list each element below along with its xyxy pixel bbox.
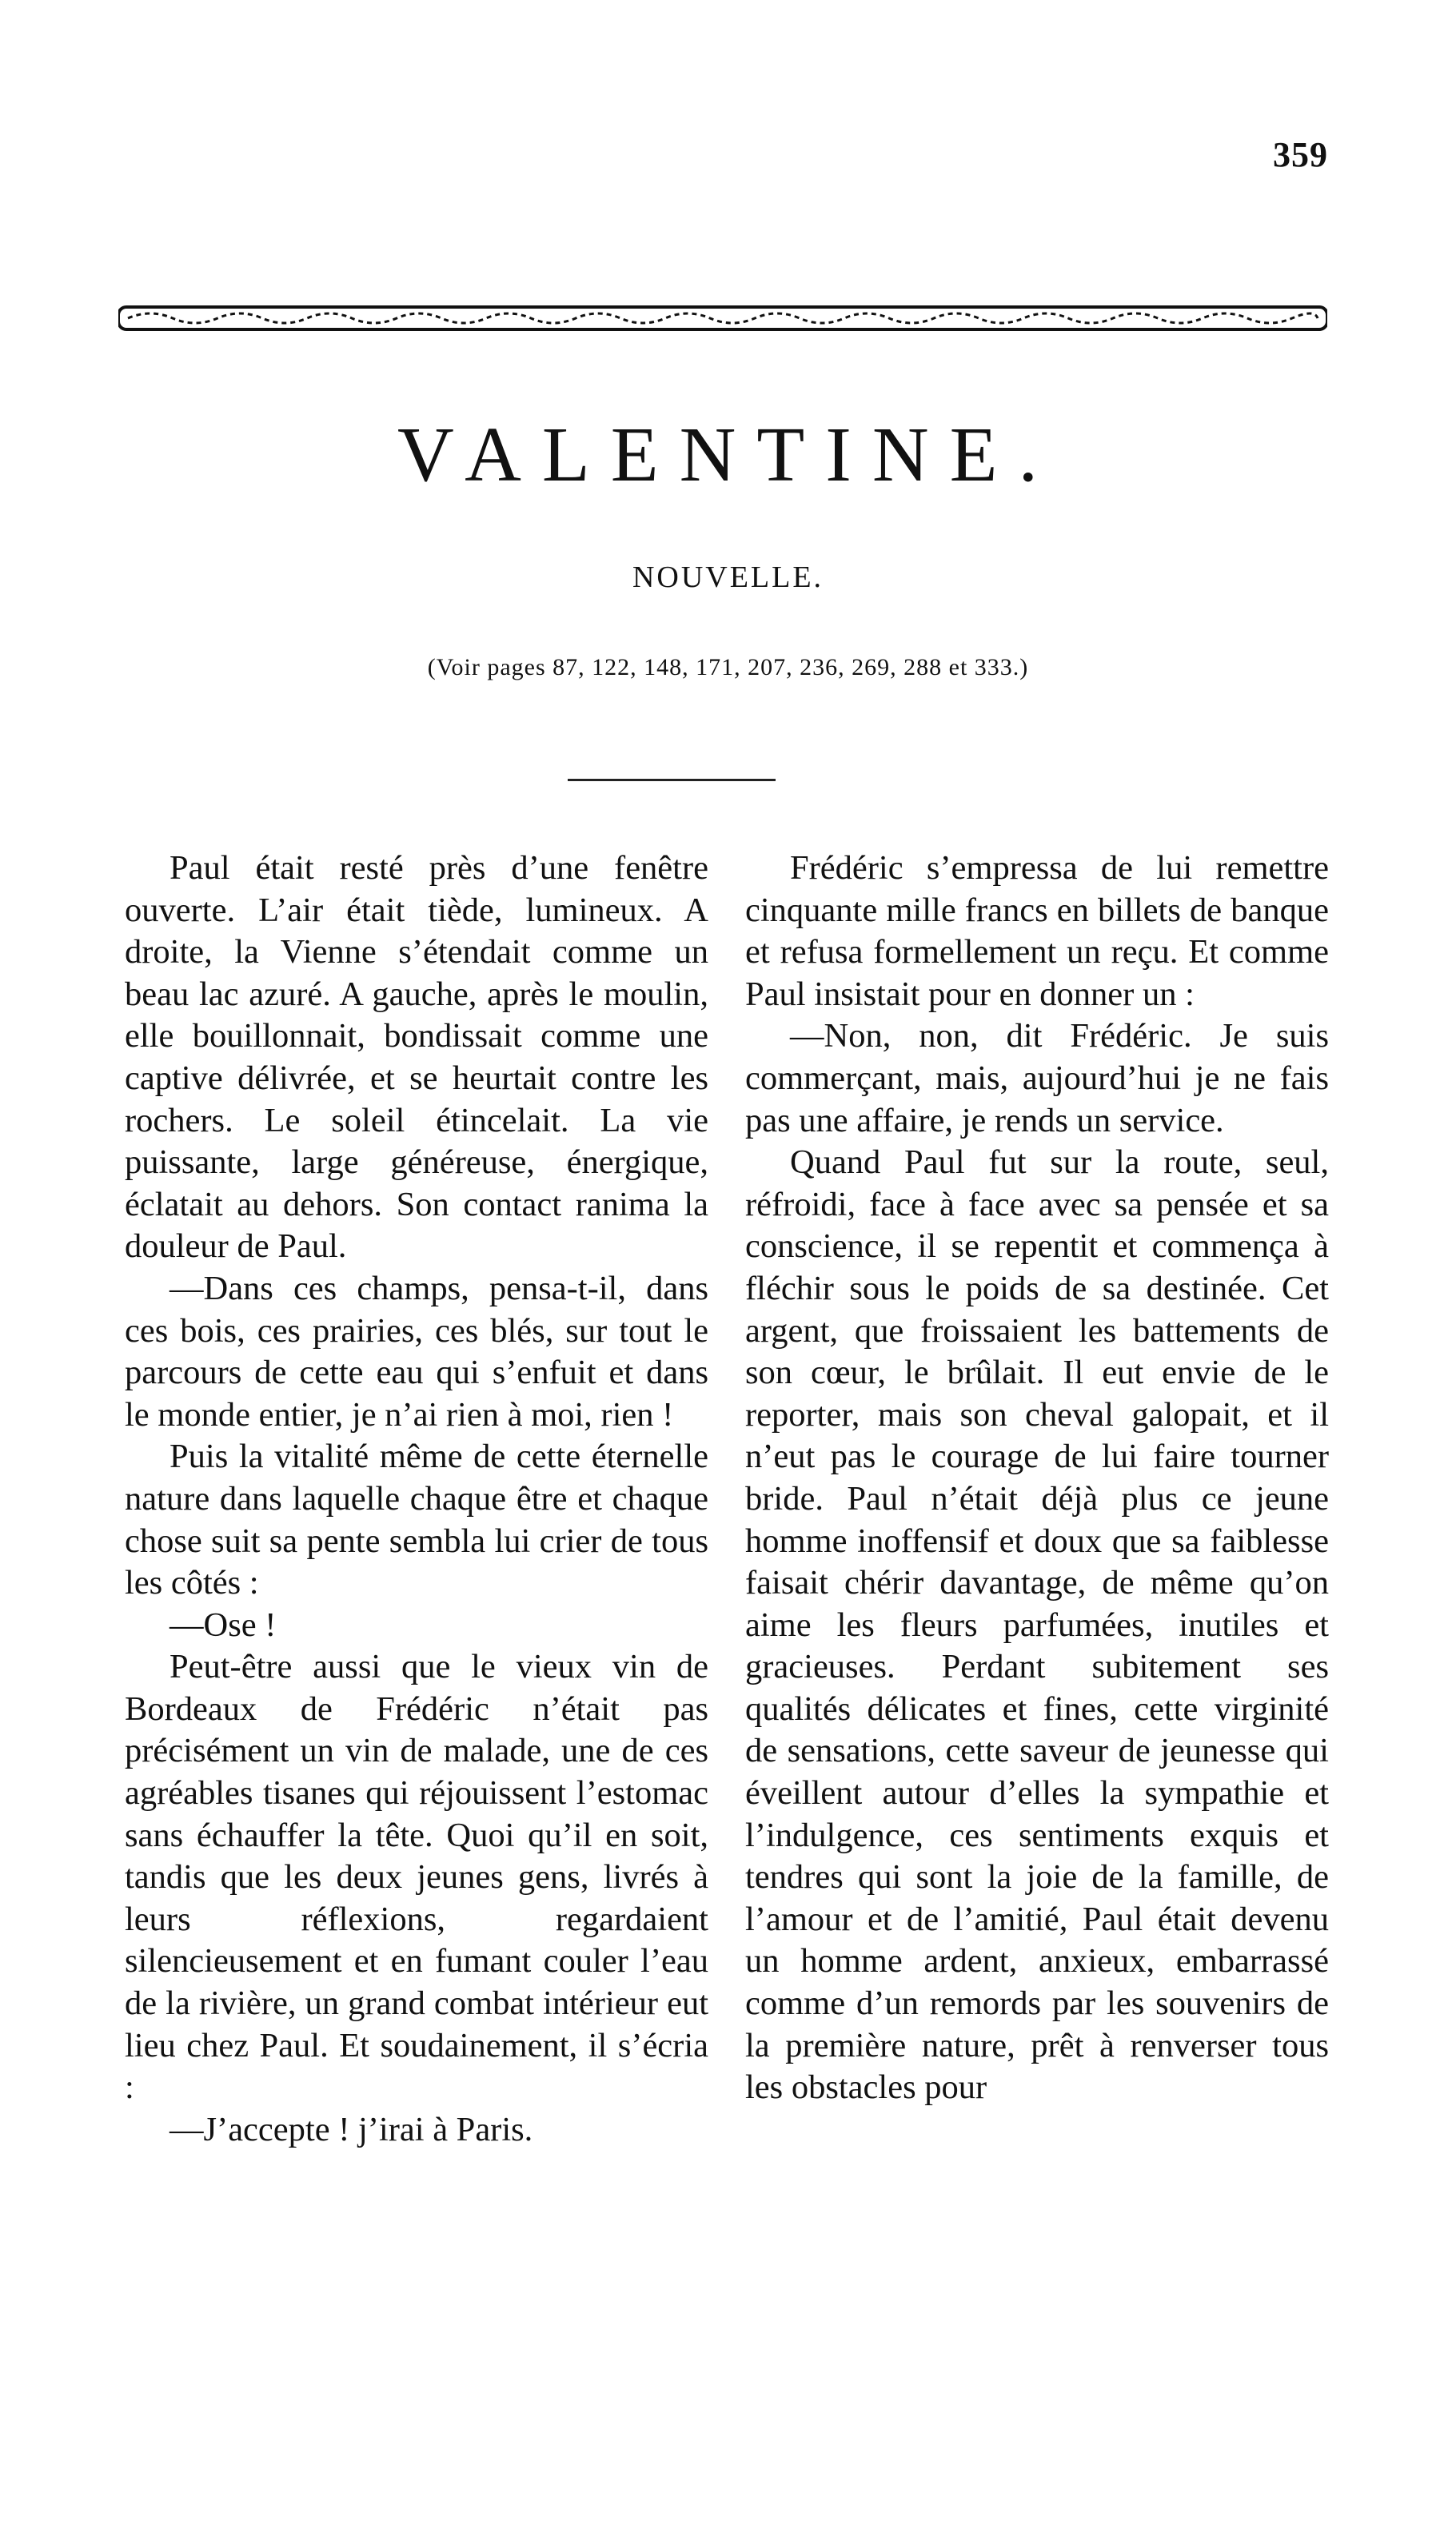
decorative-border-icon: [118, 304, 1327, 333]
paragraph: Frédéric s’empressa de lui remettre cinquante mille francs en billets de banque et refusa formellement un reçu. Et comme Paul insistait pour en donner un :: [745, 849, 1329, 1013]
see-pages-note: (Voir pages 87, 122, 148, 171, 207, 236, 269, 288 et 333.): [427, 654, 1029, 680]
article-subtitle: NOUVELLE.: [632, 560, 824, 594]
paragraph: Peut-être aussi que le vieux vin de Bordeaux de Frédéric n’était pas précisément un vin de malade, une de ces agréables tisanes qui réjouissent l’estomac sans échauffer la tête. Quoi qu’il en soit, tandis que les deux jeunes gens, livrés à leurs réflexions, regardaient silencieusement et en fumant couler l’eau de la rivière, un grand combat intérieur eut lieu chez Paul. Et soudainement, il s’écria :: [125, 1648, 708, 2107]
right-column: [745, 848, 1329, 2109]
article-title: VALENTINE.: [397, 412, 1059, 498]
paragraph: —Dans ces champs, pensa-t-il, dans ces bois, ces prairies, ces blés, sur tout le parcours de cette eau qui s’enfuit et dans le monde entier, je n’ai rien à moi, rien !: [125, 1269, 708, 1434]
left-column: [125, 848, 708, 2151]
paragraph: —J’accepte ! j’irai à Paris.: [170, 2110, 533, 2148]
paragraph: Quand Paul fut sur la route, seul, réfroidi, face à face avec sa pensée et sa conscience, il se repentit et commença à fléchir sous le poids de sa destinée. Cet argent, que froissaient les battements de son cœur, le brûlait. Il eut envie de le reporter, mais son cheval galopait, et il n’eut pas le courage de lui faire tourner bride. Paul n’était déjà plus ce jeune homme inoffensif et doux que sa faiblesse faisait chérir davantage, de même qu’on aime les fleurs parfumées, inutiles et gracieuses. Perdant subitement ses qualités délicates et fines, cette virginité de sensations, cette saveur de jeunesse qui éveillent autour d’elles la sympathie et l’indulgence, ces sentiments exquis et tendres qui sont la joie de la famille, de l’amour et de l’amitié, Paul était devenu un homme ardent, anxieux, embarrassé comme d’un remords par les souvenirs de la première nature, prêt à renverser tous les obstacles pour: [745, 1143, 1329, 2107]
paragraph: Paul était resté près d’une fenêtre ouverte. L’air était tiède, lumineux. A droite, la Vienne s’étendait comme un beau lac azuré. A gauche, après le moulin, elle bouillonnait, bondissait comme une captive délivrée, et se heurtait contre les rochers. Le soleil étincelait. La vie puissante, large généreuse, énergique, éclatait au dehors. Son contact ranima la douleur de Paul.: [125, 849, 708, 1266]
page-number: 359: [1273, 135, 1328, 174]
section-rule: [568, 779, 776, 781]
paragraph: —Ose !: [170, 1606, 277, 1644]
paragraph: —Non, non, dit Frédéric. Je suis commerçant, mais, aujourd’hui je ne fais pas une affaire, je rends un service.: [745, 1017, 1329, 1139]
paragraph: Puis la vitalité même de cette éternelle nature dans laquelle chaque être et chaque chose suit sa pente sembla lui crier de tous les côtés :: [125, 1438, 708, 1602]
